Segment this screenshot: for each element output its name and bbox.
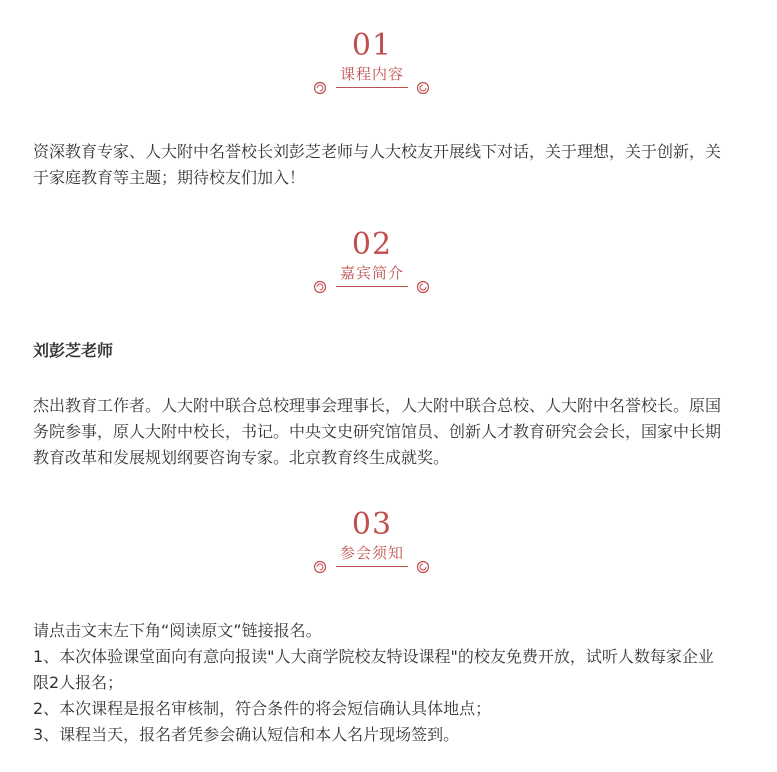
notice-intro: 请点击文末左下角“阅读原文”链接报名。 xyxy=(33,621,322,640)
section-header-03 xyxy=(0,509,777,589)
section-header-02 xyxy=(0,229,777,309)
notice-item: 1、本次体验课堂面向有意向报读"人大商学院校友特设课程"的校友免费开放，试听人数每家企业限2人报名； xyxy=(33,647,714,692)
swirl-ornament-icon xyxy=(313,560,327,574)
section-header-01 xyxy=(0,30,777,110)
section-title: 参会须知 xyxy=(339,544,404,562)
section-number: 02 xyxy=(351,227,393,262)
swirl-ornament-icon xyxy=(313,81,327,95)
guest-bio: 杰出教育工作者。人大附中联合总校理事会理事长，人大附中联合总校、人大附中名誉校长。原国务院参事，原人大附中校长，书记。中央文史研究馆馆员、创新人才教育研究会会长，国家中长期教育改革和发展规划纲要咨询专家。北京教育终生成就奖。 xyxy=(33,396,722,467)
section-number: 03 xyxy=(351,507,393,542)
notice-item: 2、本次课程是报名审核制，符合条件的将会短信确认具体地点； xyxy=(33,699,492,718)
swirl-ornament-icon xyxy=(416,81,430,95)
course-paragraph: 资深教育专家、人大附中名誉校长刘彭芝老师与人大校友开展线下对话，关于理想，关于创新，关于家庭教育等主题；期待校友们加入！ xyxy=(33,142,722,187)
section-title: 课程内容 xyxy=(339,65,404,83)
guest-name: 刘彭芝老师 xyxy=(33,341,114,360)
swirl-ornament-icon xyxy=(313,280,327,294)
swirl-ornament-icon xyxy=(416,560,430,574)
divider xyxy=(336,87,408,88)
divider xyxy=(336,566,408,567)
swirl-ornament-icon xyxy=(416,280,430,294)
section-number: 01 xyxy=(351,28,393,63)
section-title: 嘉宾简介 xyxy=(339,264,404,282)
divider xyxy=(336,286,408,287)
notice-item: 3、课程当天，报名者凭参会确认短信和本人名片现场签到。 xyxy=(33,725,460,744)
